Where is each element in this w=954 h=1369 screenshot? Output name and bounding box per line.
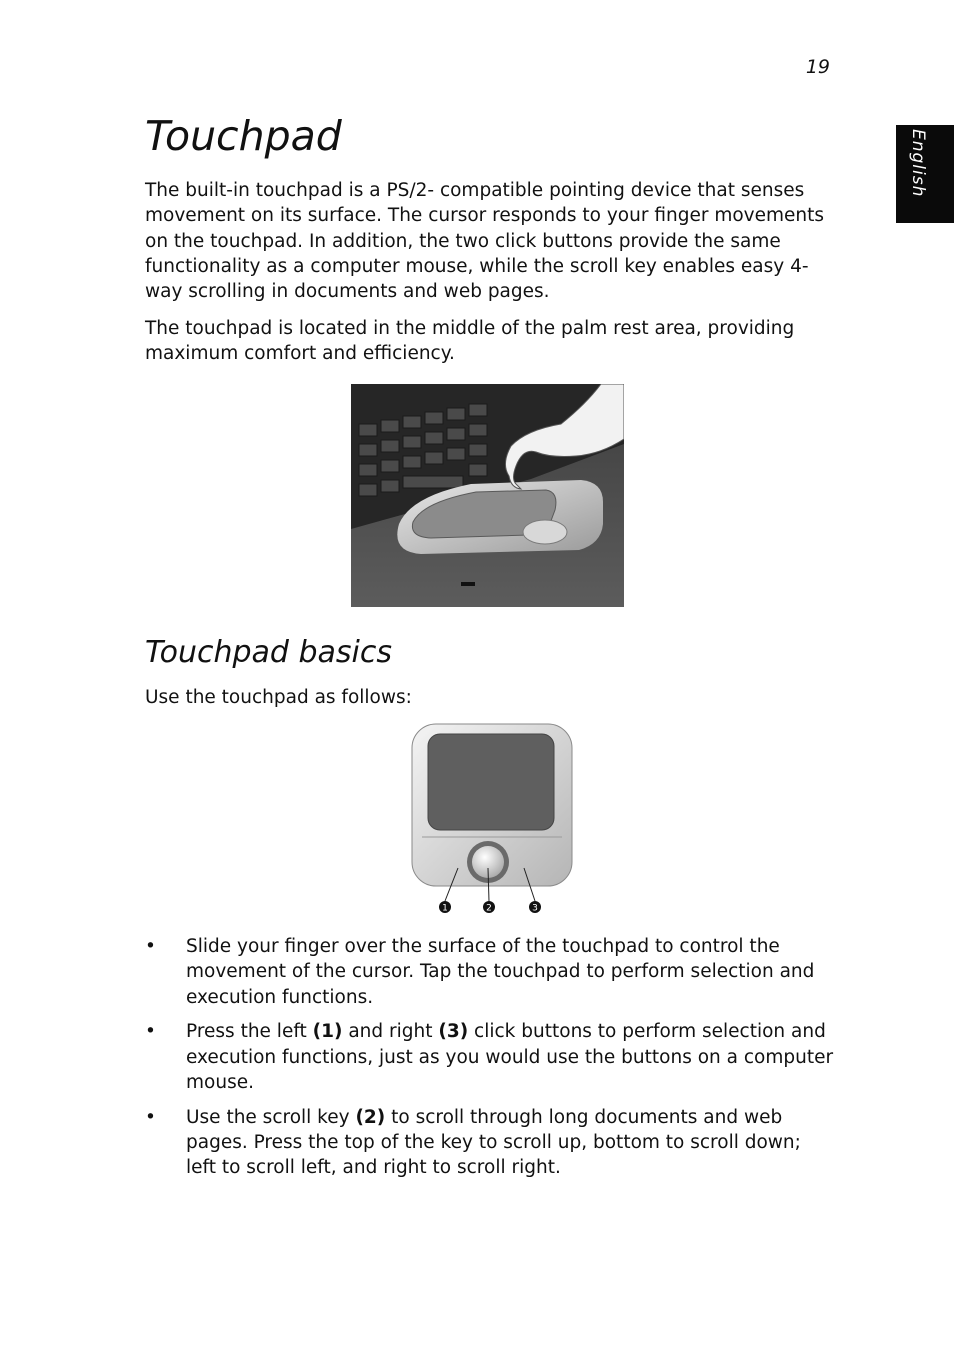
language-tab-label: English [908, 129, 928, 198]
list-item [145, 934, 835, 1010]
laptop-touchpad-photo [351, 384, 624, 607]
bullet-symbol: • [145, 936, 156, 957]
bullet-symbol: • [145, 1021, 156, 1043]
intro-paragraph-2: The touchpad is located in the middle of the palm rest area, providing maximum comfort and efficiency. [145, 318, 795, 365]
page-title: Touchpad [145, 112, 342, 160]
language-tab [896, 125, 954, 223]
lead-text: Use the touchpad as follows: [145, 687, 412, 708]
page-number: 19 [805, 56, 830, 78]
bullet-bold-ref: (3) [438, 1021, 469, 1043]
instruction-list [145, 934, 835, 1190]
bullet-bold-ref: (1) [312, 1021, 343, 1043]
intro-paragraph-1: The built-in touchpad is a PS/2- compatible pointing device that senses movement on its surface. The cursor responds to your finger movements on the touchpad. In addition, the two click buttons provide the same functionality as a computer mouse, while the scroll key enables easy 4-way scrolling in documents and web pages. [145, 180, 825, 303]
bullet-text: Slide your finger over the surface of the touchpad to control the movement of the cursor. Tap the touchpad to perform selection and execution functions. [186, 936, 815, 1008]
bullet-symbol: • [145, 1106, 156, 1128]
list-item [145, 1105, 835, 1181]
bullet-text: Use the scroll key [186, 1106, 356, 1128]
bullet-text: to scroll through long documents and web pages. Press the top of the key to scroll up, bottom to scroll down; left to scroll left, and right to scroll right. [186, 1106, 801, 1179]
list-item [145, 1019, 835, 1095]
callout-1: 1 [442, 903, 448, 914]
bullet-text: click buttons to perform selection and execution functions, just as you would use the buttons on a computer mouse. [186, 1021, 834, 1093]
section-heading: Touchpad basics [145, 635, 393, 670]
callout-3: 3 [532, 903, 538, 914]
callout-2: 2 [486, 903, 492, 914]
bullet-text: and right [342, 1021, 439, 1043]
touchpad-diagram [378, 716, 602, 924]
bullet-bold-ref: (2) [355, 1106, 386, 1128]
bullet-text: Press the left [186, 1021, 313, 1043]
